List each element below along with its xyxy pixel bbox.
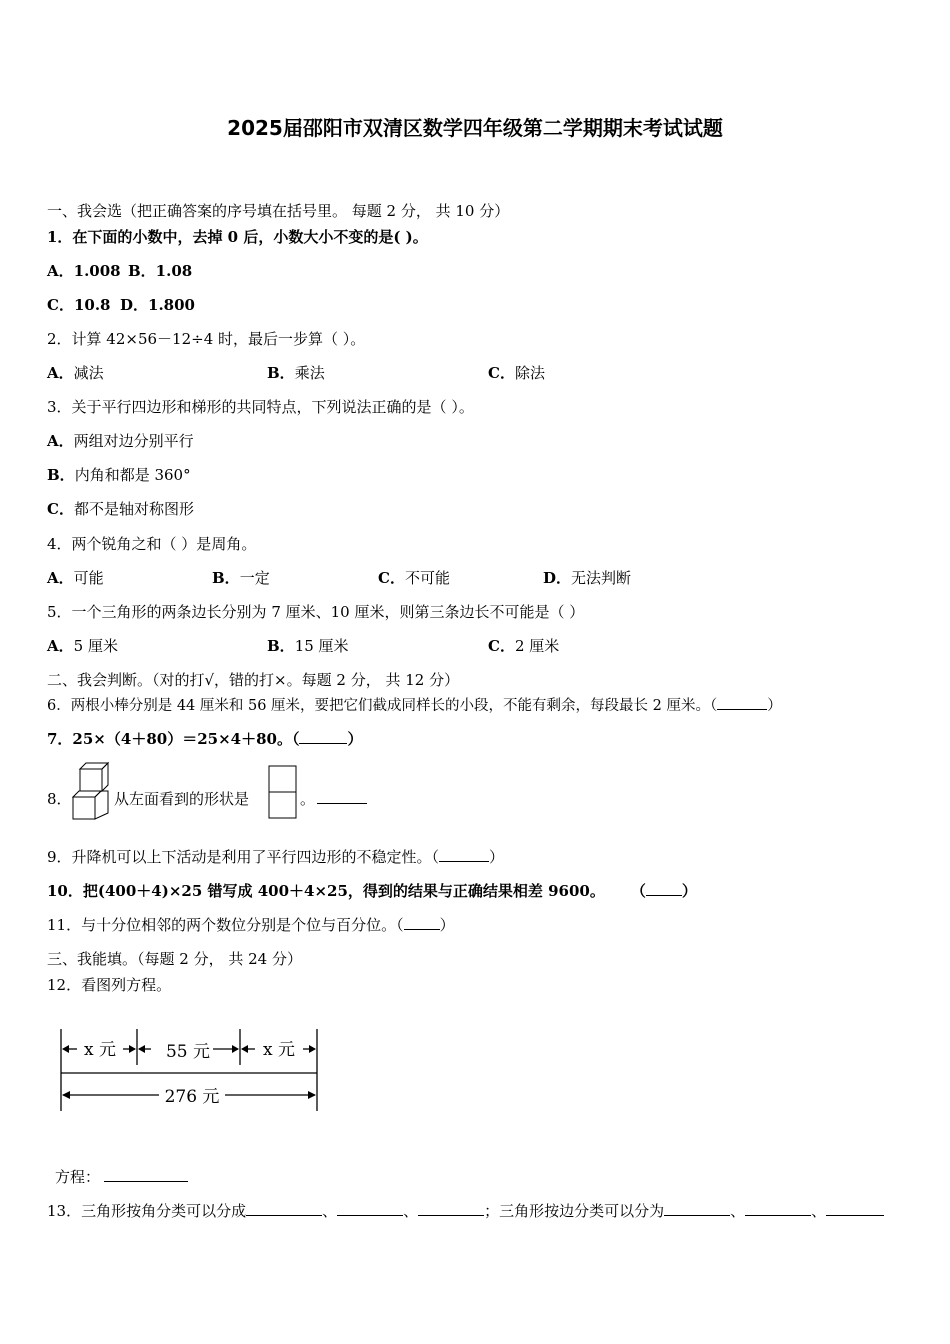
segment-label-55: 55 元 — [165, 1042, 211, 1062]
q5-option-c: C．2 厘米 — [488, 637, 560, 655]
q3-option-b: B．内角和都是 360° — [47, 466, 191, 484]
q13-blank-6[interactable] — [826, 1201, 884, 1216]
q4-option-d: D．无法判断 — [543, 569, 632, 587]
q10: 10．把(400＋4)×25 错写成 400＋4×25，得到的结果与正确结果相差 9600。 （ ） — [47, 882, 697, 900]
segment-label-total: 276 元 — [164, 1087, 220, 1107]
q12-equation-blank[interactable] — [104, 1167, 188, 1182]
q13-blank-5[interactable] — [745, 1201, 811, 1216]
q13-blank-4[interactable] — [664, 1201, 730, 1216]
section-1-heading: 一、我会选（把正确答案的序号填在括号里。 每题 2 分， 共 10 分） — [47, 202, 510, 220]
q4-option-b: B．一定 — [212, 569, 270, 587]
q6-answer-blank[interactable] — [717, 695, 767, 710]
q1-option-a: A．1.008 — [47, 262, 121, 280]
q7: 7．25×（4＋80）＝25×4＋80。（ ） — [47, 730, 363, 748]
q7-answer-blank[interactable] — [299, 729, 347, 744]
q2-option-c: C．除法 — [488, 364, 545, 382]
q12-stem: 12．看图列方程。 — [47, 976, 172, 994]
q2-stem: 2．计算 42×56－12÷4 时，最后一步算（ ）。 — [47, 330, 366, 348]
q1-option-d: D．1.800 — [120, 296, 195, 314]
q6: 6．两根小棒分别是 44 厘米和 56 厘米，要把它们截成同样长的小段，不能有剩余，每段最长 2 厘米。（ ） — [47, 695, 782, 716]
section-3-heading: 三、我能填。（每题 2 分， 共 24 分） — [47, 950, 302, 968]
cube-stack-figure — [70, 760, 112, 822]
q9: 9．升降机可以上下活动是利用了平行四边形的不稳定性。（ ） — [47, 848, 505, 866]
q5-stem: 5．一个三角形的两条边长分别为 7 厘米、10 厘米，则第三条边长不可能是（ ） — [47, 603, 585, 621]
q8-end: 。 — [300, 789, 367, 809]
q11: 11．与十分位相邻的两个数位分别是个位与百分位。（ ） — [47, 916, 455, 934]
q5-option-b: B．15 厘米 — [267, 637, 349, 655]
q1-option-c: C．10.8 — [47, 296, 111, 314]
section-2-heading: 二、我会判断。（对的打√，错的打×。每题 2 分， 共 12 分） — [47, 671, 460, 689]
q13-blank-3[interactable] — [418, 1201, 484, 1216]
q8-answer-blank[interactable] — [317, 789, 367, 804]
q11-answer-blank[interactable] — [404, 915, 440, 930]
q5-option-a: A．5 厘米 — [47, 637, 118, 655]
segment-label-x2: x 元 — [263, 1040, 295, 1060]
q13: 13．三角形按角分类可以分成 、 、 ；三角形按边分类可以分为 、 、 — [47, 1201, 884, 1221]
q9-answer-blank[interactable] — [439, 847, 489, 862]
q2-option-a: A．减法 — [47, 364, 104, 382]
q3-stem: 3．关于平行四边形和梯形的共同特点，下列说法正确的是（ ）。 — [47, 398, 474, 416]
segment-label-x1: x 元 — [84, 1040, 116, 1060]
q12-equation: 方程： — [55, 1167, 188, 1187]
q4-stem: 4．两个锐角之和（ ）是周角。 — [47, 535, 257, 553]
q4-option-c: C．不可能 — [378, 569, 450, 587]
side-view-figure — [268, 765, 298, 821]
q1-option-b: B．1.08 — [128, 262, 193, 280]
q13-blank-1[interactable] — [246, 1201, 322, 1216]
q2-option-b: B．乘法 — [267, 364, 325, 382]
q8-text: 从左面看到的形状是 — [114, 790, 250, 808]
q4-option-a: A．可能 — [47, 569, 104, 587]
q13-blank-2[interactable] — [337, 1201, 403, 1216]
q3-option-a: A．两组对边分别平行 — [47, 432, 194, 450]
q1-stem: 1．在下面的小数中，去掉 0 后，小数大小不变的是( )。 — [47, 228, 428, 246]
segment-diagram — [55, 1025, 325, 1115]
q3-option-c: C．都不是轴对称图形 — [47, 500, 194, 518]
page-title: 2025届邵阳市双清区数学四年级第二学期期末考试试题 — [227, 116, 723, 140]
q8-number: 8． — [47, 790, 72, 808]
q10-answer-blank[interactable] — [646, 881, 682, 896]
